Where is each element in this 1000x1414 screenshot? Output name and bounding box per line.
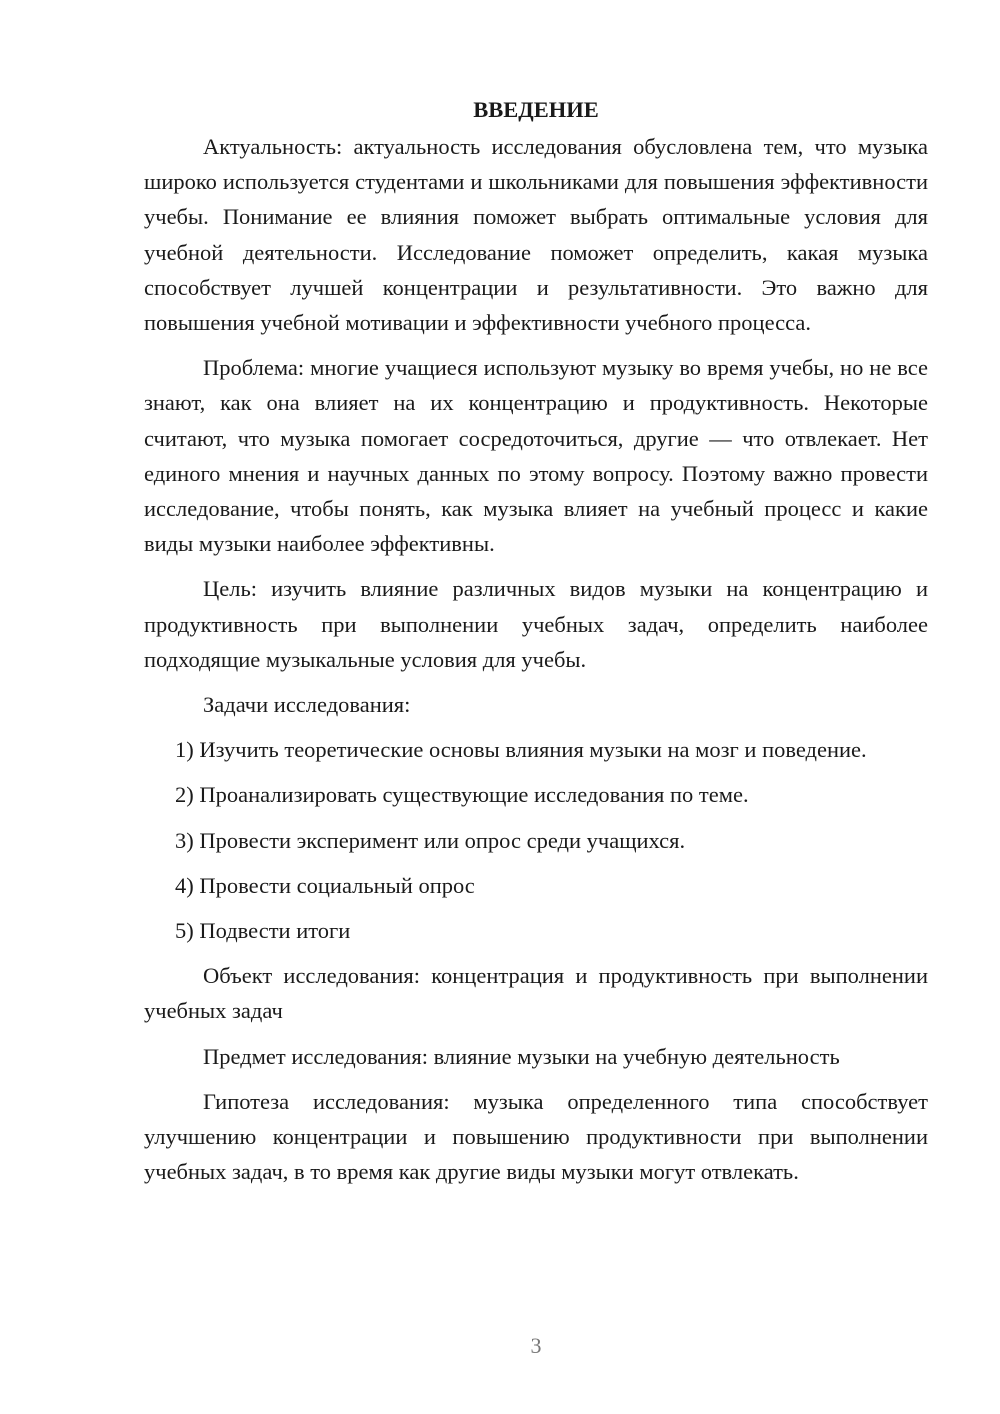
goal-paragraph: Цель: изучить влияние различных видов музыки на концентрацию и продуктивность при выполнении учебных задач, определить наиболее подходящие музыкальные условия для учебы. [144, 576, 928, 672]
section-title: ВВЕДЕНИЕ [473, 97, 599, 122]
hypothesis-paragraph: Гипотеза исследования: музыка определенного типа способствует улучшению концентрации и повышению продуктивности при выполнении учебных задач, в то время как другие виды музыки могут отвлекать. [144, 1088, 928, 1185]
task-item-4: 4) Провести социальный опрос [175, 872, 475, 898]
problem-paragraph: Проблема: многие учащиеся используют музыку во время учебы, но не все знают, как она влияет на их концентрацию и продуктивность. Некоторые считают, что музыка помогает сосредоточиться, другие — что отвлекает. Нет единого мнения и научных данных по этому вопросу. Поэтому важно провести исследование, чтобы понять, как музыка влияет на учебный процесс и какие виды музыки наиболее эффективны. [144, 355, 928, 557]
relevance-paragraph: Актуальность: актуальность исследования обусловлена тем, что музыка широко используется студентами и школьниками для повышения эффективности учебы. Понимание ее влияния поможет выбрать оптимальные условия для учебной деятельности. Исследование поможет определить, какая музыка способствует лучшей концентрации и результативности. Это важно для повышения учебной мотивации и эффективности учебного процесса. [144, 134, 928, 336]
tasks-heading: Задачи исследования: [203, 692, 411, 718]
object-paragraph: Объект исследования: концентрация и продуктивность при выполнении учебных задач [144, 963, 928, 1024]
task-item-5: 5) Подвести итоги [175, 918, 351, 944]
subject-paragraph: Предмет исследования: влияние музыки на учебную деятельность [203, 1043, 840, 1069]
task-item-1: 1) Изучить теоретические основы влияния музыки на мозг и поведение. [175, 737, 867, 763]
document-page [144, 96, 928, 1199]
task-item-2: 2) Проанализировать существующие исследования по теме. [175, 782, 749, 808]
task-item-3: 3) Провести эксперимент или опрос среди учащихся. [175, 827, 686, 853]
page-number: 3 [530, 1333, 542, 1358]
